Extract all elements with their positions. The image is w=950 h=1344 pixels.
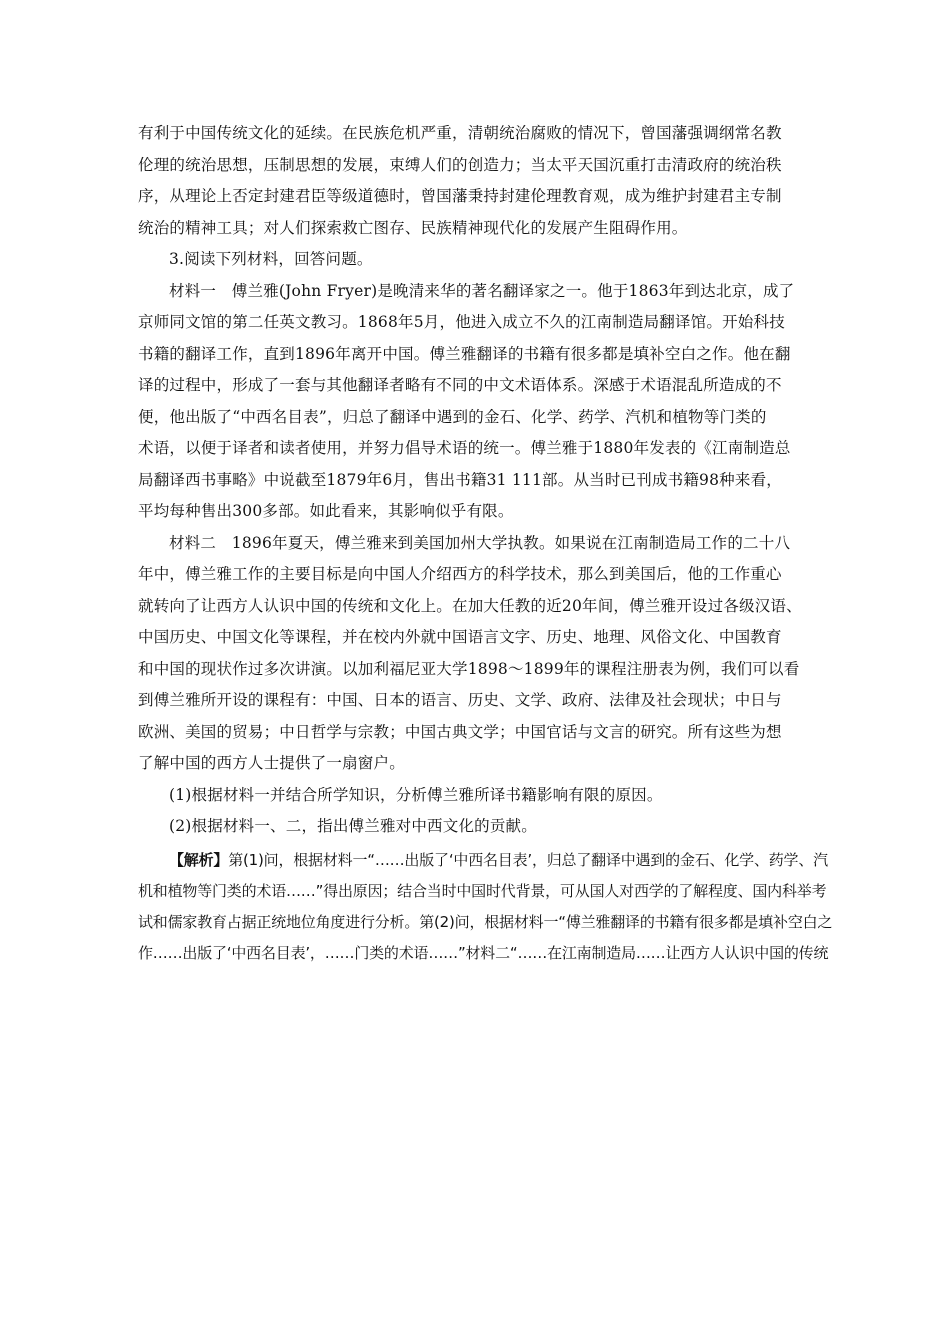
- previous-answer-paragraph: [138, 118, 818, 244]
- text-line: 材料一 傅兰雅(John Fryer)是晚清来华的著名翻译家之一。他于1863年到达北京，成了: [169, 281, 795, 300]
- text-line: 便，他出版了“中西名目表”，归总了翻译中遇到的金石、化学、药学、汽机和植物等门类的: [138, 407, 767, 426]
- text-line: 到傅兰雅所开设的课程有：中国、日本的语言、历史、文学、政府、法律及社会现状；中日与: [138, 691, 782, 709]
- analysis-block: [138, 845, 833, 969]
- analysis-tag: 【解析】: [169, 850, 229, 869]
- text-line: 书籍的翻译工作，直到1896年离开中国。傅兰雅翻译的书籍有很多都是填补空白之作。他在翻: [138, 344, 791, 363]
- text-line: 就转向了让西方人认识中国的传统和文化上。在加大任教的近20年间，傅兰雅开设过各级汉语、: [138, 596, 802, 615]
- text-line: 了解中国的西方人士提供了一扇窗户。: [138, 754, 405, 772]
- text-line: 京师同文馆的第二任英文教习。1868年5月，他进入成立不久的江南制造局翻译馆。开始科技: [138, 313, 785, 331]
- text-line: 术语，以便于译者和读者使用，并努力倡导术语的统一。傅兰雅于1880年发表的《江南制造总: [138, 439, 791, 457]
- question-intro: 3.阅读下列材料，回答问题。: [169, 250, 373, 268]
- text-line: 材料二 1896年夏天，傅兰雅来到美国加州大学执教。如果说在江南制造局工作的二十八: [169, 533, 791, 552]
- text-line: 和中国的现状作过多次讲演。以加利福尼亚大学1898～1899年的课程注册表为例，我们可以看: [138, 659, 800, 678]
- material-one-paragraph: [138, 276, 818, 528]
- question-1: (1)根据材料一并结合所学知识，分析傅兰雅所译书籍影响有限的原因。: [169, 785, 663, 804]
- analysis-line: 作……出版了‘中西名目表’，……门类的术语……”材料二“……在江南制造局……让西方人认识中国的传统: [138, 943, 829, 962]
- text-line: 统治的精神工具；对人们探索救亡图存、民族精神现代化的发展产生阻碍作用。: [138, 218, 688, 237]
- material-two-paragraph: [138, 528, 818, 780]
- analysis-line: 机和植物等门类的术语……”得出原因；结合当时中国时代背景，可从国人对西学的了解程度、国内科举考: [138, 881, 827, 900]
- text-line: 年中，傅兰雅工作的主要目标是向中国人介绍西方的科学技术，那么到美国后，他的工作重心: [138, 565, 782, 583]
- text-line: 局翻译西书事略》中说截至1879年6月，售出书籍31 111部。从当时已刊成书籍98种来看，: [138, 470, 782, 489]
- analysis-line: 试和儒家教育占据正统地位角度进行分析。第(2)问，根据材料一“傅兰雅翻译的书籍有很多都是填补空白之: [138, 912, 833, 931]
- question-2: (2)根据材料一、二，指出傅兰雅对中西文化的贡献。: [169, 817, 537, 835]
- document-body: [138, 118, 833, 969]
- analysis-text: 第(1)问，根据材料一“……出版了‘中西名目表’，归总了翻译中遇到的金石、化学、药学、汽: [228, 850, 828, 869]
- text-line: 中国历史、中国文化等课程，并在校内外就中国语言文字、历史、地理、风俗文化、中国教育: [138, 628, 782, 646]
- text-line: 欧洲、美国的贸易；中日哲学与宗教；中国古典文学；中国官话与文言的研究。所有这些为想: [138, 722, 782, 741]
- analysis-line: [138, 845, 828, 876]
- text-line: 译的过程中，形成了一套与其他翻译者略有不同的中文术语体系。深感于术语混乱所造成的不: [138, 376, 782, 394]
- text-line: 平均每种售出300多部。如此看来，其影响似乎有限。: [138, 502, 514, 520]
- text-line: 序，从理论上否定封建君臣等级道德时，曾国藩秉持封建伦理教育观，成为维护封建君主专制: [138, 187, 782, 205]
- text-line: 伦理的统治思想，压制思想的发展，束缚人们的创造力；当太平天国沉重打击清政府的统治秩: [138, 155, 782, 174]
- text-line: 有利于中国传统文化的延续。在民族危机严重，清朝统治腐败的情况下，曾国藩强调纲常名教: [138, 124, 782, 142]
